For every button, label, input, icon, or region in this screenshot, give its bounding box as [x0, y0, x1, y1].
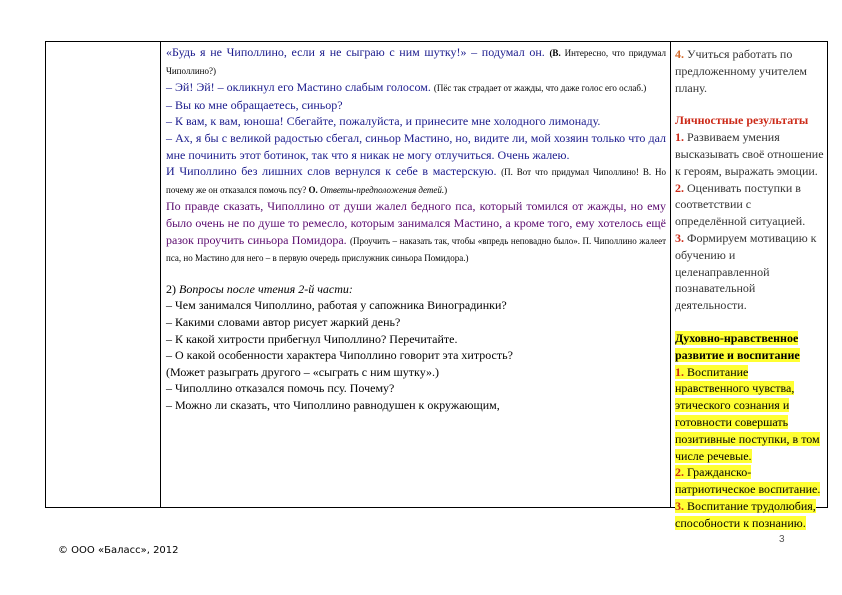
question-item: – Чиполлино отказался помочь псу. Почему?: [166, 381, 395, 396]
page-number: 3: [779, 534, 785, 545]
copyright-footer: © ООО «Баласс», 2012: [58, 545, 179, 556]
teacher-note: (П. Вот что придумал Чиполлино! В. Но почему же он отказался помочь псу? О. Ответы-предположения детей.): [166, 167, 667, 195]
result-item: 3. Воспитание трудолюбия, способности к познанию.: [675, 498, 816, 530]
result-item: 4. Учиться работать по предложенному учителем плану.: [675, 47, 807, 95]
stage-column: [46, 42, 161, 507]
dialogue-paragraph: – К вам, к вам, юноша! Сбегайте, пожалуйста, и принесите мне холодного лимонаду.: [166, 114, 601, 129]
question-item: – К какой хитрости прибегнул Чиполлино? Перечитайте.: [166, 331, 458, 346]
result-item: 2. Оценивать поступки в соответствии с определённой ситуацией.: [675, 180, 806, 229]
teacher-note: (Пёс так страдает от жажды, что даже голос его ослаб.): [433, 83, 647, 94]
teacher-note: (В. Интересно, что придумал Чиполлино?): [166, 48, 667, 76]
teacher-note: (Проучить – наказать так, чтобы «впредь неповадно было». П. Чиполлино жалеет пса, но Мастино для него – в первую очередь прислужник синьора Помидора.): [166, 235, 666, 264]
dialogue-paragraph: И Чиполлино без лишних слов вернулся к себе в мастерскую. (П. Вот что придумал Чиполлино! В. Но почему же он отказался помочь псу? О. Ответы-предположения детей.): [166, 164, 667, 195]
content-column: [161, 42, 671, 507]
dialogue-paragraph: – Эй! Эй! – окликнул его Мастино слабым голосом. (Пёс так страдает от жажды, что даже голос его ослаб.): [166, 80, 647, 95]
personal-results-title: Личностные результаты: [675, 113, 809, 128]
results-column: [671, 42, 827, 530]
questions-heading: 2) Вопросы после чтения 2-й части:: [166, 281, 353, 296]
dialogue-paragraph: – Вы ко мне обращаетесь, синьор?: [166, 97, 343, 112]
lesson-table: [45, 41, 828, 530]
dialogue-paragraph: – Ах, я бы с великой радостью сбегал, синьор Мастино, но, видите ли, мой хозяин только что дал мне починить этот ботинок, так что я никак не могу отлучиться. Очень жалею.: [166, 130, 666, 162]
question-item: – О какой особенности характера Чиполлино говорит эта хитрость?: [166, 348, 513, 363]
question-item: – Какими словами автор рисует жаркий день?: [166, 314, 401, 329]
question-item: – Можно ли сказать, что Чиполлино равнодушен к окружающим,: [166, 397, 500, 412]
result-item: 3. Формируем мотивацию к обучению и целенаправленной познавательной деятельности.: [675, 230, 817, 313]
dialogue-paragraph: По правде сказать, Чиполлино от души жалел бедного пса, который томился от жажды, но ему было очень не по душе то ремесло, которым занимался Мастино, а кроме того, ему хотелось ещё разок проучить синьора Помидора. (Проучить – наказать так, чтобы «впредь неповадно было». П. Чиполлино жалеет пса, но Мастино для него – в первую очередь прислужник синьора Помидора.): [166, 199, 666, 264]
result-item: 1. Развиваем умения высказывать своё отношение к героям, выражать эмоции.: [675, 130, 824, 178]
result-item: 1. Воспитание нравственного чувства, этического сознания и готовности совершать позитивные поступки, в том числе речевые.: [675, 364, 820, 463]
question-item: (Может разыграть другого – «сыграть с ним шутку».): [166, 364, 439, 379]
dialogue-paragraph: «Будь я не Чиполлино, если я не сыграю с ним шутку!» – подумал он. (В. Интересно, что придумал Чиполлино?): [166, 45, 667, 76]
result-item: 2. Гражданско-патриотическое воспитание.: [675, 465, 821, 497]
moral-title: Духовно-нравственное развитие и воспитание: [675, 330, 800, 362]
question-item: – Чем занимался Чиполлино, работая у сапожника Виноградинки?: [166, 298, 507, 313]
